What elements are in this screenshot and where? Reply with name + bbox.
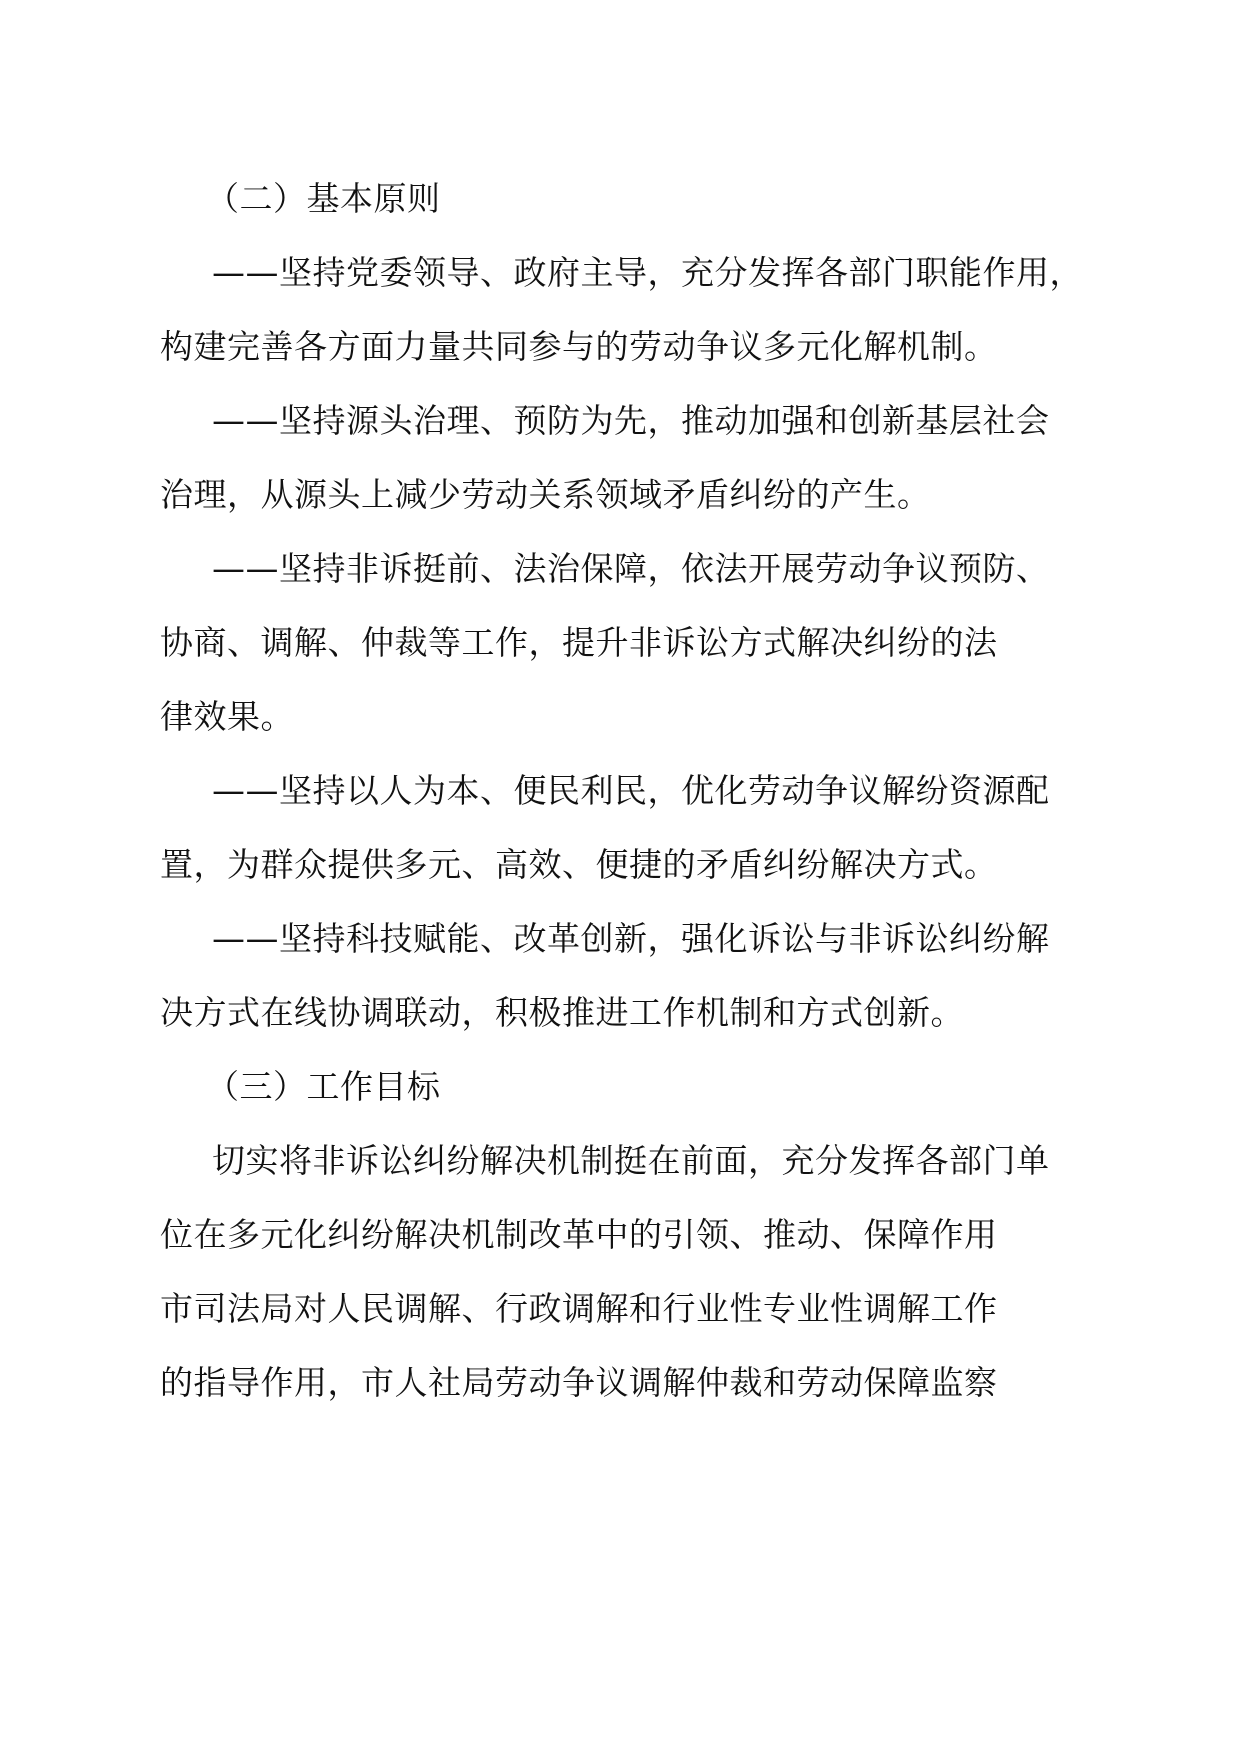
section-heading-work-goals	[186, 1050, 1086, 1124]
text-line: 协商、调解、仲裁等工作，提升非诉讼方式解决纠纷的法	[160, 623, 998, 662]
text-line: 切实将非诉讼纠纷解决机制挺在前面，充分发挥各部门单	[212, 1141, 1050, 1180]
text-line: 律效果。	[160, 697, 294, 736]
principle-paragraph-rule-of-law	[160, 532, 1086, 754]
principle-paragraph-innovation	[160, 902, 1086, 1050]
text-line: （三）工作目标	[206, 1067, 441, 1106]
text-line: 决方式在线协调联动，积极推进工作机制和方式创新。	[160, 993, 964, 1032]
principle-paragraph-prevention	[160, 384, 1086, 532]
text-line: ——坚持源头治理、预防为先，推动加强和创新基层社会	[212, 401, 1050, 440]
text-line: （二）基本原则	[206, 179, 441, 218]
principle-paragraph-people-oriented	[160, 754, 1086, 902]
text-line: 的指导作用，市人社局劳动争议调解仲裁和劳动保障监察	[160, 1363, 998, 1402]
principle-paragraph-leadership	[160, 236, 1086, 384]
text-line: ——坚持非诉挺前、法治保障，依法开展劳动争议预防、	[212, 549, 1050, 588]
text-line: 治理，从源头上减少劳动关系领域矛盾纠纷的产生。	[160, 475, 931, 514]
section-heading-basic-principles	[186, 162, 1086, 236]
goals-paragraph	[160, 1124, 1086, 1420]
text-line: 市司法局对人民调解、行政调解和行业性专业性调解工作	[160, 1289, 998, 1328]
text-line: ——坚持科技赋能、改革创新，强化诉讼与非诉讼纠纷解	[212, 919, 1050, 958]
text-line: ——坚持以人为本、便民利民，优化劳动争议解纷资源配	[212, 771, 1050, 810]
text-line: ——坚持党委领导、政府主导，充分发挥各部门职能作用，	[212, 253, 1083, 292]
text-line: 位在多元化纠纷解决机制改革中的引领、推动、保障作用	[160, 1215, 998, 1254]
text-line: 置，为群众提供多元、高效、便捷的矛盾纠纷解决方式。	[160, 845, 998, 884]
text-line: 构建完善各方面力量共同参与的劳动争议多元化解机制。	[160, 327, 998, 366]
document-body	[160, 162, 1086, 1420]
